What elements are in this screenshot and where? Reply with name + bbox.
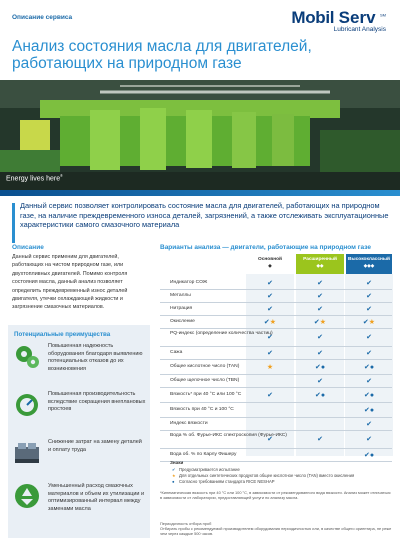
service-label: Описание сервиса (12, 14, 73, 21)
hero-band (0, 190, 400, 196)
table-cell: ✔★ (263, 318, 277, 326)
legend-item: ● Согласно требованиям стандарта RICE NESHAP (172, 479, 275, 484)
table-cell: ✔ (317, 292, 323, 300)
table-cell: ✔ (366, 420, 372, 428)
table-cell: ✔ (267, 279, 273, 287)
table-cell: ✔● (363, 391, 375, 399)
table-cell: ✔● (314, 391, 326, 399)
recycle-icon (14, 483, 40, 509)
row-label: Нитрация (170, 305, 193, 311)
benefit-text: Повышенная надежность оборудования благодаря выявлению потенциальных отказов до их возникновения (48, 343, 143, 372)
row-label: Вязкость при 40 °C и 100 °C (170, 406, 234, 412)
benefit-text: Снижение затрат на замену деталей и оплату труда (48, 439, 142, 453)
benefit-item (14, 391, 146, 435)
table-cell: ✔ (366, 377, 372, 385)
column-header-extended: Расширенный ◆◆ (296, 254, 344, 274)
benefit-text: Повышенная производительность вследствие сокращения внеплановых простоев (48, 391, 146, 413)
table-cell: ✔ (317, 279, 323, 287)
table-cell: ✔★ (362, 318, 376, 326)
table-cell: ✔● (363, 451, 375, 459)
table-cell: ✔● (314, 363, 326, 371)
table-cell: ✔ (366, 305, 372, 313)
brand-subtitle: Lubricant Analysis (333, 26, 386, 33)
row-label: PQ-индекс (определение количества частиц) (170, 331, 273, 336)
legend-heading: Знаки (170, 460, 184, 465)
row-label: Сажа (170, 349, 183, 355)
table-row (160, 374, 392, 388)
table-cell: ✔ (317, 305, 323, 313)
table-row (160, 387, 392, 403)
benefits-panel (8, 325, 150, 538)
brand-logo (291, 8, 386, 33)
description-heading: Описание (12, 244, 44, 251)
intro-accent-bar (12, 203, 15, 243)
hero-tagline: Energy lives here® (6, 173, 63, 182)
table-cell: ✔ (366, 349, 372, 357)
column-header-premium: Высококлассный ◆◆◆ (346, 254, 392, 274)
column-header-basic: Основной ◆ (246, 254, 294, 274)
table-cell: ✔ (317, 334, 323, 341)
benefit-text: Уменьшенный расход смазочных материалов и объем их утилизации и оптимизированный интервал между заменами масла (48, 483, 145, 512)
description-body: Данный сервис применим для двигателей, работающих на чистом природном газе, или двухтопливных двигателей. Помимо контроля состояния масла, данный анализ позволяет определить преждевременный износ деталей двигателя, утечки охлаждающей жидкости и загрязнение смазочных материалов. (12, 254, 128, 311)
gauge-icon (14, 391, 40, 417)
table-row (160, 315, 392, 329)
footnote-sampling-heading: Периодичность отбора проб (160, 521, 212, 526)
table-cell: ✔● (363, 406, 375, 414)
row-label: Вода об. % по Карлу Фишеру (170, 451, 237, 457)
table-row (160, 289, 392, 303)
table-cell: ✔● (363, 363, 375, 371)
table-row (160, 402, 392, 418)
equipment-icon (14, 439, 40, 465)
hero-image (0, 80, 400, 190)
table-cell: ✔ (267, 292, 273, 300)
table-row (160, 448, 392, 462)
table-cell: ✔ (317, 377, 323, 385)
table-row (160, 359, 392, 375)
page-title: Анализ состояния масла для двигателей, работающих на природном газе (12, 38, 312, 72)
table-cell: ✔ (366, 436, 372, 443)
benefit-item (14, 343, 146, 387)
benefits-heading: Потенциальные преимущества (14, 331, 111, 338)
legend-item: ★ Для отдельных синтетических продуктов общее кислотное число (TAN) вместо окисления (172, 473, 355, 478)
legend-item: ✔ Предусматривается испытание (172, 467, 240, 472)
row-label: Индикатор СОЖ (170, 279, 208, 285)
brand-trademark: SM (380, 12, 386, 18)
table-cell: ✔ (267, 391, 273, 399)
table-row (160, 430, 392, 449)
table-cell: ✔ (317, 349, 323, 357)
table-row (160, 346, 392, 360)
table-cell: ✔ (267, 436, 273, 443)
table-cell: ✔ (366, 334, 372, 341)
row-label: Вода % об. Фурье-ИКС спектроскопия (Фурье-ИКС) (170, 433, 287, 438)
row-label: Металлы (170, 292, 191, 298)
table-cell: ✔ (267, 349, 273, 357)
table-row (160, 276, 392, 290)
benefit-item (14, 439, 146, 483)
table-row (160, 302, 392, 316)
benefit-item (14, 483, 146, 527)
brand-mobil: Mobil (291, 8, 335, 27)
table-heading: Варианты анализа — двигатели, работающие на природном газе (160, 244, 371, 251)
row-label: Общее щелочное число (TBN) (170, 377, 240, 383)
row-label: Вязкость* при 40 °C или 100 °C (170, 391, 242, 397)
row-label: Индекс вязкости (170, 420, 208, 426)
table-cell: ✔ (267, 334, 273, 341)
table-cell: ✔ (366, 279, 372, 287)
row-label: Общее кислотное число (TAN) (170, 363, 240, 369)
table-cell: ✔ (317, 436, 323, 443)
footnote-viscosity: *Кинематическая вязкость при 40 °C или 100 °C, в зависимости от рекомендованного вида вязкости. Анализ может отличаться в зависимости от лаборатории, предоставляющей услуги по анализу масла. (160, 490, 391, 500)
table-cell: ✔★ (313, 318, 327, 326)
table-cell: ✔ (267, 305, 273, 313)
gears-icon (14, 343, 40, 369)
intro-text: Данный сервис позволяет контролировать состояние масла для двигателей, работающих на природном газе, на наличие преждевременного износа деталей, загрязнений, а также отслеживать эксплуатационные характеристики самого смазочного материала (20, 201, 389, 230)
footnote-sampling (160, 521, 392, 536)
table-row (160, 328, 392, 347)
table-cell: ★ (266, 363, 274, 371)
table-header (160, 254, 392, 274)
table-row (160, 417, 392, 431)
brand-serv: Serv (338, 8, 376, 27)
row-label: Окисление (170, 318, 195, 324)
table-cell: ✔ (366, 292, 372, 300)
footnote-sampling-text: Отбирать пробы с рекомендуемой производителем оборудования периодичностью или, в качестве общего ориентира, не реже чем через каждые 500 часов. (160, 526, 392, 536)
